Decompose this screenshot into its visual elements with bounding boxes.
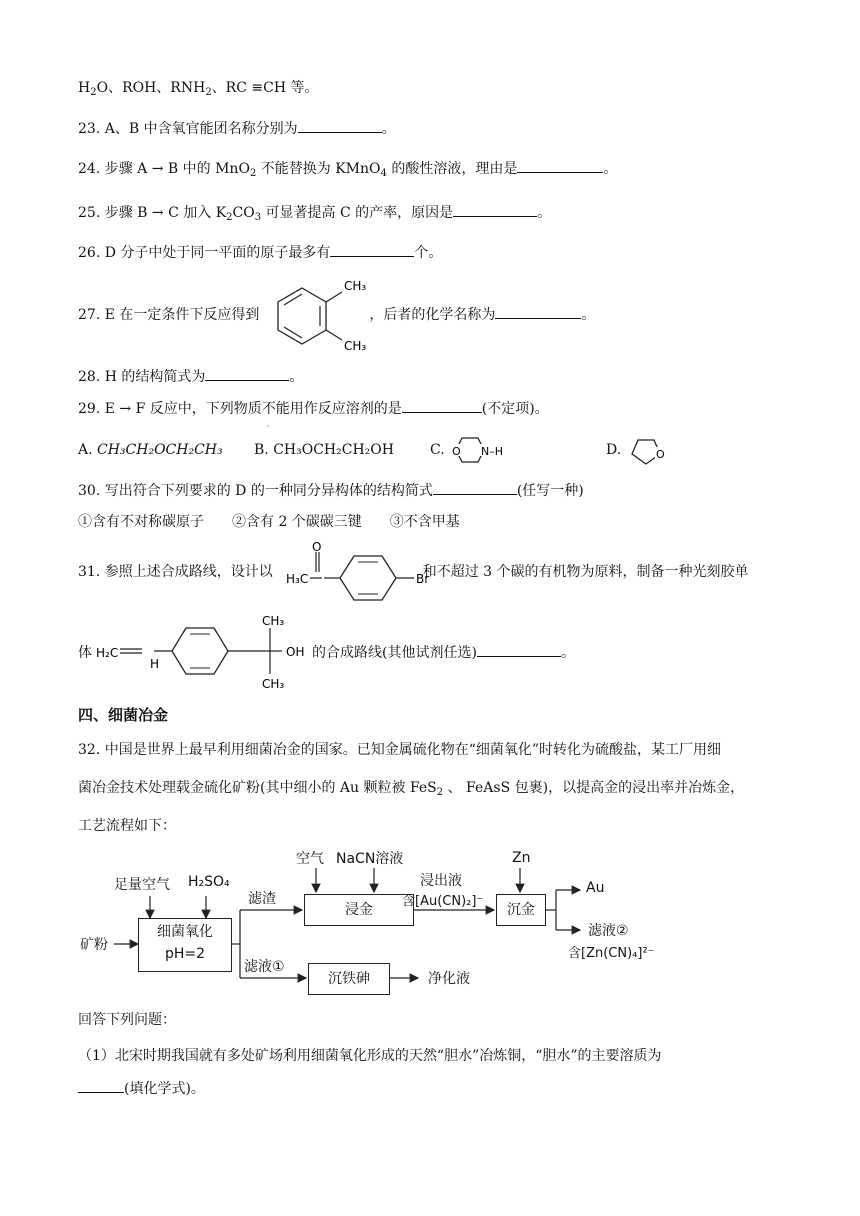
question-30: 30. 写出符合下列要求的 D 的一种同分异构体的结构简式 (任写一种) bbox=[78, 480, 584, 501]
filtrate2-label: 滤液② bbox=[588, 923, 629, 939]
question-28: 28. H 的结构简式为 。 bbox=[78, 366, 303, 387]
answer-blank bbox=[402, 398, 482, 413]
filtrate2-contains-label: 含[Zn(CN)₄]²⁻ bbox=[568, 946, 655, 961]
question-32-1-cont: (填化学式)。 bbox=[78, 1078, 205, 1099]
answer-prompt: 回答下列问题： bbox=[78, 1012, 176, 1028]
fe-as-precipitation-box: 沉铁砷 bbox=[308, 963, 390, 995]
svg-text:O: O bbox=[452, 445, 461, 458]
question-23: 23. A、B 中含氧官能团名称分别为 。 bbox=[78, 118, 396, 139]
svg-text:OH: OH bbox=[286, 645, 305, 659]
o-xylene-structure bbox=[264, 270, 380, 356]
section-title: 四、细菌冶金 bbox=[78, 706, 169, 724]
question-32-1: （1）北宋时期我国就有多处矿场利用细菌氧化形成的天然“胆水”冶炼铜，“胆水”的主要溶质为 bbox=[78, 1048, 662, 1064]
question-25: 25. 步骤 B → C 加入 $K_2CO_3$ 可显著提高 C 的产率，原因是 。 bbox=[78, 202, 551, 228]
answer-blank bbox=[453, 202, 537, 217]
question-32-line1: 32. 中国是世界上最早利用细菌冶金的国家。已知金属硫化物在“细菌氧化”时转化为硫酸盐，某工厂用细 bbox=[78, 742, 722, 758]
option-a: A. CH₃CH₂OCH₂CH₃ bbox=[78, 442, 223, 458]
monomer-structure bbox=[96, 612, 318, 692]
question-26: 26. D 分子中处于同一平面的原子最多有 个。 bbox=[78, 242, 442, 263]
question-24: 24. 步骤 A → B 中的 MnO$_2$ 不能替换为 KMnO$_4$ 的酸性溶液，理由是 。 bbox=[78, 158, 617, 184]
ore-label: 矿粉 bbox=[80, 937, 108, 953]
answer-blank bbox=[495, 304, 581, 319]
nacn-label: NaCN溶液 bbox=[336, 851, 404, 867]
svg-text:CH₃: CH₃ bbox=[262, 677, 285, 691]
purified-liquid-label: 净化液 bbox=[428, 971, 470, 987]
zn-label: Zn bbox=[512, 850, 531, 866]
ch3-label: CH₃ bbox=[344, 339, 367, 353]
question-32-line3: 工艺流程如下： bbox=[78, 818, 176, 834]
ch3-label: CH₃ bbox=[344, 279, 367, 293]
answer-blank bbox=[477, 642, 561, 657]
thf-structure bbox=[628, 432, 672, 468]
bacterial-oxidation-box: 细菌氧化 pH=2 bbox=[138, 918, 232, 972]
bromoacetophenone-structure bbox=[284, 540, 440, 604]
question-29: 29. E → F 反应中，下列物质不 · 能用作反应溶剂的是 (不定项)。 bbox=[78, 398, 549, 419]
question-31-cont: 体 的合成路线(其他试剂任选) 。 bbox=[78, 642, 575, 663]
emphasis-not: 不 · bbox=[261, 401, 276, 431]
leach-liquid-label: 浸出液 bbox=[420, 873, 462, 889]
svg-text:O: O bbox=[656, 448, 665, 461]
question-30-requirements: ①含有不对称碳原子 ②含有 2 个碳碳三键 ③不含甲基 bbox=[78, 514, 460, 530]
gold-precipitation-box: 沉金 bbox=[496, 894, 546, 926]
answer-blank bbox=[330, 242, 414, 257]
filtrate1-label: 滤液① bbox=[244, 959, 285, 975]
answer-blank bbox=[517, 158, 603, 173]
svg-text:O: O bbox=[312, 540, 322, 554]
au-label: Au bbox=[586, 880, 605, 896]
option-c: C. bbox=[430, 442, 445, 458]
option-d: D. bbox=[606, 442, 622, 458]
question-27: 27. E 在一定条件下反应得到 ，后者的化学名称为 。 bbox=[78, 304, 595, 325]
h2so4-label: H₂SO₄ bbox=[188, 874, 230, 890]
answer-blank bbox=[433, 480, 517, 495]
svg-text:H₂C: H₂C bbox=[96, 646, 119, 660]
morpholine-structure bbox=[448, 432, 510, 468]
answer-blank bbox=[205, 366, 289, 381]
leach-contains-label: 含[Au(CN)₂]⁻ bbox=[402, 894, 484, 909]
svg-text:N–H: N–H bbox=[481, 445, 503, 458]
text-line-solvents: $H_2O$、ROH、$RNH_2$、RC ≡CH 等。 bbox=[78, 80, 319, 98]
svg-text:H₃C: H₃C bbox=[286, 572, 309, 586]
leaching-box: 浸金 bbox=[304, 894, 414, 926]
answer-blank bbox=[78, 1078, 124, 1093]
answer-blank bbox=[298, 118, 382, 133]
svg-text:H: H bbox=[150, 657, 160, 671]
svg-text:CH₃: CH₃ bbox=[262, 614, 285, 628]
question-32-line2: 菌冶金技术处理载金硫化矿粉(其中细小的 Au 颗粒被 FeS$_2$ 、 FeAsS 包裹)，以提高金的浸出率并冶炼金， bbox=[78, 780, 745, 798]
residue-label: 滤渣 bbox=[248, 891, 276, 907]
air-excess-label: 足量空气 bbox=[114, 877, 170, 893]
option-b: B. CH₃OCH₂CH₂OH bbox=[254, 442, 394, 458]
svg-text:Br: Br bbox=[416, 572, 430, 586]
question-31: 31. 参照上述合成路线，设计以 和不超过 3 个碳的有机物为原料，制备一种光刻胶单 bbox=[78, 564, 749, 580]
air-label: 空气 bbox=[296, 851, 324, 867]
